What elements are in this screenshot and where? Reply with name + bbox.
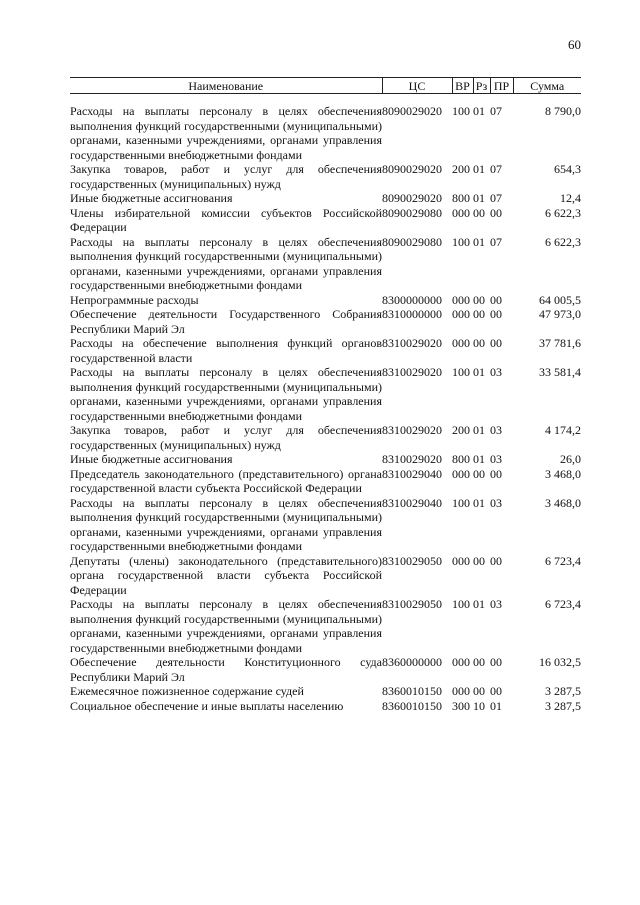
row-pr: 07 <box>490 234 502 249</box>
row-cs: 8090029080 <box>382 234 442 249</box>
row-cs: 8310029040 <box>382 466 442 481</box>
row-vr: 000 <box>452 684 470 698</box>
row-sum: 3 287,5 <box>545 698 581 713</box>
row-cs: 8310000000 <box>382 307 442 321</box>
row-pr: 03 <box>490 423 502 437</box>
row-rz: 10 <box>473 698 485 713</box>
row-rz: 00 <box>473 336 485 350</box>
row-vr: 300 <box>452 698 470 713</box>
row-rz: 01 <box>473 452 485 466</box>
row-rz: 01 <box>473 365 485 379</box>
row-sum: 6 723,4 <box>545 597 581 611</box>
row-rz: 00 <box>473 205 485 220</box>
row-name: Члены избирательной комиссии субъектов Российской Федерации <box>70 205 382 234</box>
row-vr: 000 <box>452 205 470 220</box>
row-rz: 00 <box>473 684 485 698</box>
row-sum: 26,0 <box>560 452 581 466</box>
row-rz: 01 <box>473 495 485 510</box>
header-name: Наименование <box>70 78 382 94</box>
row-cs: 8090029020 <box>382 104 442 118</box>
row-rz: 01 <box>473 423 485 437</box>
table-row <box>70 699 581 714</box>
table-row <box>70 423 581 452</box>
table-row <box>70 293 581 308</box>
row-cs: 8360010150 <box>382 684 442 698</box>
row-name: Расходы на обеспечение выполнения функций органов государственной власти <box>70 336 382 365</box>
table-row <box>70 496 581 554</box>
row-sum: 33 581,4 <box>539 365 581 379</box>
row-pr: 00 <box>490 553 502 568</box>
row-pr: 03 <box>490 597 502 611</box>
row-sum: 654,3 <box>554 162 581 176</box>
row-vr: 800 <box>452 452 470 466</box>
row-vr: 100 <box>452 365 470 379</box>
row-sum: 64 005,5 <box>539 292 581 307</box>
row-pr: 00 <box>490 307 502 321</box>
row-name: Расходы на выплаты персоналу в целях обеспечения выполнения функций государственными (муниципальными) органами, казенными учреждениями, органами управления государственными внебюджетными фондами <box>70 597 382 655</box>
row-name: Закупка товаров, работ и услуг для обеспечения государственных (муниципальных) нужд <box>70 423 382 452</box>
table-row <box>70 452 581 467</box>
row-cs: 8300000000 <box>382 292 442 307</box>
row-pr: 00 <box>490 205 502 220</box>
row-pr: 03 <box>490 495 502 510</box>
table-row <box>70 206 581 235</box>
row-rz: 01 <box>473 597 485 611</box>
budget-table <box>70 77 581 713</box>
row-vr: 100 <box>452 495 470 510</box>
row-vr: 200 <box>452 423 470 437</box>
row-cs: 8310029050 <box>382 597 442 611</box>
table-row <box>70 307 581 336</box>
row-name: Иные бюджетные ассигнования <box>70 191 233 205</box>
row-vr: 200 <box>452 162 470 176</box>
row-name: Обеспечение деятельности Государственного Собрания Республики Марий Эл <box>70 307 382 336</box>
row-name: Социальное обеспечение и иные выплаты населению <box>70 698 344 713</box>
row-pr: 07 <box>490 104 502 118</box>
row-sum: 12,4 <box>560 191 581 205</box>
table-row <box>70 162 581 191</box>
row-sum: 3 287,5 <box>545 684 581 698</box>
row-cs: 8310029050 <box>382 553 442 568</box>
row-rz: 00 <box>473 466 485 481</box>
row-pr: 00 <box>490 292 502 307</box>
row-pr: 07 <box>490 191 502 205</box>
row-name: Иные бюджетные ассигнования <box>70 452 233 466</box>
row-rz: 00 <box>473 292 485 307</box>
row-pr: 07 <box>490 162 502 176</box>
row-pr: 00 <box>490 336 502 350</box>
table-row <box>70 336 581 365</box>
row-vr: 000 <box>452 655 470 669</box>
row-name: Ежемесячное пожизненное содержание судей <box>70 684 304 698</box>
row-sum: 3 468,0 <box>545 495 581 510</box>
row-cs: 8090029020 <box>382 162 442 176</box>
row-name: Депутаты (члены) законодательного (представительного) органа государственной власти субъекта Российской Федерации <box>70 553 382 597</box>
row-rz: 01 <box>473 191 485 205</box>
table-header-row <box>70 78 581 94</box>
row-pr: 01 <box>490 698 502 713</box>
table-row <box>70 655 581 684</box>
row-vr: 100 <box>452 234 470 249</box>
header-sum: Сумма <box>513 78 581 94</box>
row-sum: 8 790,0 <box>545 104 581 118</box>
row-vr: 000 <box>452 292 470 307</box>
row-name: Закупка товаров, работ и услуг для обеспечения государственных (муниципальных) нужд <box>70 162 382 191</box>
row-name: Расходы на выплаты персоналу в целях обеспечения выполнения функций государственными (муниципальными) органами, казенными учреждениями, органами управления государственными внебюджетными фондами <box>70 495 382 553</box>
row-cs: 8360010150 <box>382 698 442 713</box>
row-pr: 00 <box>490 655 502 669</box>
header-pr: ПР <box>490 78 513 94</box>
row-cs: 8310029020 <box>382 423 442 437</box>
row-sum: 47 973,0 <box>539 307 581 321</box>
row-rz: 01 <box>473 104 485 118</box>
row-cs: 8090029080 <box>382 205 442 220</box>
row-pr: 03 <box>490 365 502 379</box>
row-vr: 100 <box>452 104 470 118</box>
row-name: Расходы на выплаты персоналу в целях обеспечения выполнения функций государственными (муниципальными) органами, казенными учреждениями, органами управления государственными внебюджетными фондами <box>70 234 382 292</box>
page-number: 60 <box>568 37 581 52</box>
row-vr: 800 <box>452 191 470 205</box>
row-cs: 8310029040 <box>382 495 442 510</box>
row-sum: 6 622,3 <box>545 234 581 249</box>
row-vr: 000 <box>452 466 470 481</box>
table-row <box>70 94 581 163</box>
row-cs: 8360000000 <box>382 655 442 669</box>
row-name: Председатель законодательного (представительного) органа государственной власти субъекта Российской Федерации <box>70 466 382 495</box>
table-row <box>70 365 581 423</box>
row-sum: 16 032,5 <box>539 655 581 669</box>
table-row <box>70 684 581 699</box>
row-sum: 4 174,2 <box>545 423 581 437</box>
table-row <box>70 467 581 496</box>
row-vr: 000 <box>452 307 470 321</box>
header-cs: ЦС <box>382 78 452 94</box>
row-cs: 8310029020 <box>382 452 442 466</box>
row-name: Обеспечение деятельности Конституционного суда Республики Марий Эл <box>70 655 382 684</box>
row-sum: 37 781,6 <box>539 336 581 350</box>
table-row <box>70 235 581 293</box>
row-sum: 6 622,3 <box>545 205 581 220</box>
row-rz: 01 <box>473 234 485 249</box>
row-pr: 03 <box>490 452 502 466</box>
table-row <box>70 554 581 598</box>
header-vr: ВР <box>452 78 473 94</box>
row-rz: 01 <box>473 162 485 176</box>
row-vr: 100 <box>452 597 470 611</box>
row-cs: 8090029020 <box>382 191 442 205</box>
row-rz: 00 <box>473 307 485 321</box>
row-name: Расходы на выплаты персоналу в целях обеспечения выполнения функций государственными (муниципальными) органами, казенными учреждениями, органами управления государственными внебюджетными фондами <box>70 104 382 162</box>
table-row <box>70 191 581 206</box>
header-rz: Рз <box>473 78 490 94</box>
row-cs: 8310029020 <box>382 336 442 350</box>
row-vr: 000 <box>452 553 470 568</box>
row-name: Непрограммные расходы <box>70 292 199 307</box>
row-rz: 00 <box>473 655 485 669</box>
row-pr: 00 <box>490 466 502 481</box>
row-vr: 000 <box>452 336 470 350</box>
row-name: Расходы на выплаты персоналу в целях обеспечения выполнения функций государственными (муниципальными) органами, казенными учреждениями, органами управления государственными внебюджетными фондами <box>70 365 382 423</box>
row-sum: 3 468,0 <box>545 466 581 481</box>
row-sum: 6 723,4 <box>545 553 581 568</box>
table-row <box>70 597 581 655</box>
row-pr: 00 <box>490 684 502 698</box>
row-cs: 8310029020 <box>382 365 442 379</box>
row-rz: 00 <box>473 553 485 568</box>
